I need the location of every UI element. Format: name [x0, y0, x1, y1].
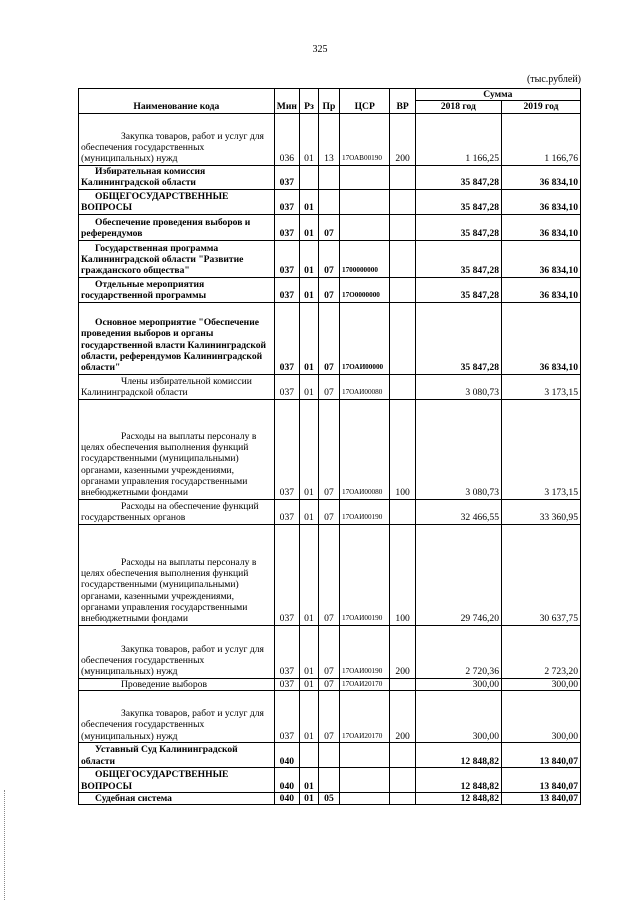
row-name: Отдельные мероприятия государственной программы	[79, 277, 275, 302]
row-vr	[390, 277, 415, 302]
row-name: Уставный Суд Калининградской области	[79, 742, 275, 767]
row-vr	[390, 189, 415, 214]
row-csr: 17ОАИ20170	[339, 678, 390, 690]
row-csr	[339, 189, 390, 214]
row-rz: 01	[299, 499, 318, 524]
row-name: Расходы на выплаты персоналу в целях обеспечения выполнения функций государственными (муниципальными) органами, казенными учреждениями, органами управления государственными внебюджетными фондами	[79, 399, 275, 499]
row-csr: 17ОАИ00080	[339, 374, 390, 399]
row-name: Закупка товаров, работ и услуг для обеспечения государственных (муниципальных) нужд	[79, 690, 275, 742]
table-row	[79, 277, 581, 302]
margin-tick-marks	[4, 790, 11, 900]
row-rz	[299, 742, 318, 767]
row-sum-2019: 36 834,10	[502, 214, 581, 240]
row-name: Закупка товаров, работ и услуг для обеспечения государственных (муниципальных) нужд	[79, 625, 275, 678]
row-vr	[390, 678, 415, 690]
row-vr	[390, 302, 415, 374]
table-row	[79, 678, 581, 690]
row-pr: 07	[318, 499, 339, 524]
row-rz: 01	[299, 240, 318, 277]
row-pr	[318, 165, 339, 189]
header-2019: 2019 год	[502, 101, 581, 113]
row-min: 037	[274, 625, 299, 678]
table-row	[79, 792, 581, 804]
table-row	[79, 189, 581, 214]
row-rz: 01	[299, 399, 318, 499]
row-vr	[390, 240, 415, 277]
row-sum-2019: 300,00	[502, 678, 581, 690]
row-sum-2018: 300,00	[415, 678, 501, 690]
budget-table	[78, 88, 581, 805]
row-rz: 01	[299, 214, 318, 240]
row-name: Государственная программа Калининградской области "Развитие гражданского общества"	[79, 240, 275, 277]
table-row	[79, 625, 581, 678]
row-sum-2019: 300,00	[502, 690, 581, 742]
row-sum-2018: 32 466,55	[415, 499, 501, 524]
header-sum: Сумма	[415, 89, 580, 101]
header-rz: Рз	[299, 89, 318, 114]
row-name: Основное мероприятие "Обеспечение проведения выборов и органы государственной власти Калининградской области, референдумов Калининградской области"	[79, 302, 275, 374]
row-sum-2018: 3 080,73	[415, 399, 501, 499]
row-rz: 01	[299, 678, 318, 690]
row-sum-2018: 12 848,82	[415, 792, 501, 804]
row-vr: 100	[390, 524, 415, 625]
row-name: ОБЩЕГОСУДАРСТВЕННЫЕ ВОПРОСЫ	[79, 767, 275, 792]
row-pr: 07	[318, 524, 339, 625]
row-min: 037	[274, 240, 299, 277]
row-pr	[318, 742, 339, 767]
row-name: Судебная система	[79, 792, 275, 804]
row-pr: 05	[318, 792, 339, 804]
row-sum-2019: 1 166,76	[502, 113, 581, 165]
row-name: Закупка товаров, работ и услуг для обеспечения государственных (муниципальных) нужд	[79, 113, 275, 165]
row-min: 040	[274, 767, 299, 792]
table-row	[79, 302, 581, 374]
header-pr: Пр	[318, 89, 339, 114]
table-row	[79, 113, 581, 165]
row-min: 037	[274, 690, 299, 742]
header-name: Наименование кода	[79, 89, 275, 114]
row-vr	[390, 499, 415, 524]
row-vr	[390, 767, 415, 792]
row-min: 040	[274, 792, 299, 804]
row-min: 037	[274, 524, 299, 625]
row-min: 037	[274, 678, 299, 690]
row-sum-2019: 30 637,75	[502, 524, 581, 625]
row-vr	[390, 792, 415, 804]
table-row	[79, 240, 581, 277]
table-row	[79, 524, 581, 625]
row-rz: 01	[299, 792, 318, 804]
row-csr: 17ОАИ00000	[339, 302, 390, 374]
header-csr: ЦСР	[339, 89, 390, 114]
row-pr: 07	[318, 240, 339, 277]
row-min: 037	[274, 374, 299, 399]
row-sum-2019: 13 840,07	[502, 792, 581, 804]
row-rz: 01	[299, 767, 318, 792]
row-vr: 200	[390, 625, 415, 678]
table-row	[79, 690, 581, 742]
row-name: Избирательная комиссия Калининградской области	[79, 165, 275, 189]
header-2018: 2018 год	[415, 101, 501, 113]
row-rz: 01	[299, 277, 318, 302]
row-min: 037	[274, 165, 299, 189]
row-rz: 01	[299, 625, 318, 678]
row-name: Расходы на выплаты персоналу в целях обеспечения выполнения функций государственными (муниципальными) органами, казенными учреждениями, органами управления государственными внебюджетными фондами	[79, 524, 275, 625]
row-vr	[390, 165, 415, 189]
row-sum-2018: 35 847,28	[415, 302, 501, 374]
row-sum-2019: 13 840,07	[502, 767, 581, 792]
row-sum-2018: 35 847,28	[415, 214, 501, 240]
row-pr: 07	[318, 399, 339, 499]
row-sum-2019: 36 834,10	[502, 189, 581, 214]
row-csr: 17ОАИ00190	[339, 625, 390, 678]
row-rz	[299, 165, 318, 189]
row-sum-2018: 35 847,28	[415, 277, 501, 302]
row-sum-2018: 3 080,73	[415, 374, 501, 399]
table-body	[79, 113, 581, 805]
row-csr	[339, 165, 390, 189]
table-row	[79, 399, 581, 499]
row-csr: 17ОАИ00080	[339, 399, 390, 499]
row-min: 037	[274, 277, 299, 302]
row-sum-2019: 36 834,10	[502, 302, 581, 374]
row-rz: 01	[299, 374, 318, 399]
row-min: 037	[274, 214, 299, 240]
row-pr: 07	[318, 374, 339, 399]
row-rz: 01	[299, 302, 318, 374]
row-rz: 01	[299, 524, 318, 625]
table-row	[79, 742, 581, 767]
row-pr: 07	[318, 214, 339, 240]
row-sum-2019: 36 834,10	[502, 277, 581, 302]
row-rz: 01	[299, 690, 318, 742]
units-label: (тыс.рублей)	[526, 74, 581, 85]
row-csr	[339, 767, 390, 792]
row-rz: 01	[299, 189, 318, 214]
row-pr: 13	[318, 113, 339, 165]
row-vr: 200	[390, 113, 415, 165]
row-sum-2019: 33 360,95	[502, 499, 581, 524]
row-min: 037	[274, 499, 299, 524]
row-name: Расходы на обеспечение функций государственных органов	[79, 499, 275, 524]
table-row	[79, 165, 581, 189]
row-csr: 1700000000	[339, 240, 390, 277]
table-row	[79, 214, 581, 240]
row-pr: 07	[318, 277, 339, 302]
row-sum-2018: 35 847,28	[415, 240, 501, 277]
row-min: 040	[274, 742, 299, 767]
row-sum-2019: 3 173,15	[502, 399, 581, 499]
row-min: 037	[274, 189, 299, 214]
table-row	[79, 499, 581, 524]
row-name: Члены избирательной комиссии Калининградской области	[79, 374, 275, 399]
row-csr: 17ОАИ00190	[339, 524, 390, 625]
row-pr: 07	[318, 678, 339, 690]
row-sum-2019: 36 834,10	[502, 240, 581, 277]
page-number: 325	[312, 44, 328, 55]
row-vr: 100	[390, 399, 415, 499]
row-sum-2018: 35 847,28	[415, 189, 501, 214]
row-sum-2018: 12 848,82	[415, 742, 501, 767]
row-sum-2019: 2 723,20	[502, 625, 581, 678]
row-pr: 07	[318, 625, 339, 678]
row-min: 037	[274, 302, 299, 374]
row-csr: 17ОАИ00190	[339, 499, 390, 524]
row-pr: 07	[318, 302, 339, 374]
row-sum-2018: 35 847,28	[415, 165, 501, 189]
row-pr	[318, 189, 339, 214]
row-csr: 17ОАВ00190	[339, 113, 390, 165]
row-name: ОБЩЕГОСУДАРСТВЕННЫЕ ВОПРОСЫ	[79, 189, 275, 214]
row-pr: 07	[318, 690, 339, 742]
row-csr	[339, 792, 390, 804]
row-sum-2018: 29 746,20	[415, 524, 501, 625]
row-csr: 17ОАИ20170	[339, 690, 390, 742]
row-sum-2018: 300,00	[415, 690, 501, 742]
row-sum-2018: 12 848,82	[415, 767, 501, 792]
table-row	[79, 374, 581, 399]
row-rz: 01	[299, 113, 318, 165]
row-sum-2018: 1 166,25	[415, 113, 501, 165]
row-name: Проведение выборов	[79, 678, 275, 690]
row-name: Обеспечение проведения выборов и референдумов	[79, 214, 275, 240]
row-sum-2019: 3 173,15	[502, 374, 581, 399]
row-csr	[339, 214, 390, 240]
row-csr: 17О0000000	[339, 277, 390, 302]
row-vr	[390, 374, 415, 399]
row-sum-2019: 36 834,10	[502, 165, 581, 189]
table-header	[79, 89, 581, 114]
row-min: 037	[274, 399, 299, 499]
row-pr	[318, 767, 339, 792]
row-sum-2019: 13 840,07	[502, 742, 581, 767]
row-vr: 200	[390, 690, 415, 742]
row-vr	[390, 742, 415, 767]
row-vr	[390, 214, 415, 240]
header-min: Мин	[274, 89, 299, 114]
row-min: 036	[274, 113, 299, 165]
row-sum-2018: 2 720,36	[415, 625, 501, 678]
row-csr	[339, 742, 390, 767]
table-row	[79, 767, 581, 792]
header-vr: ВР	[390, 89, 415, 114]
